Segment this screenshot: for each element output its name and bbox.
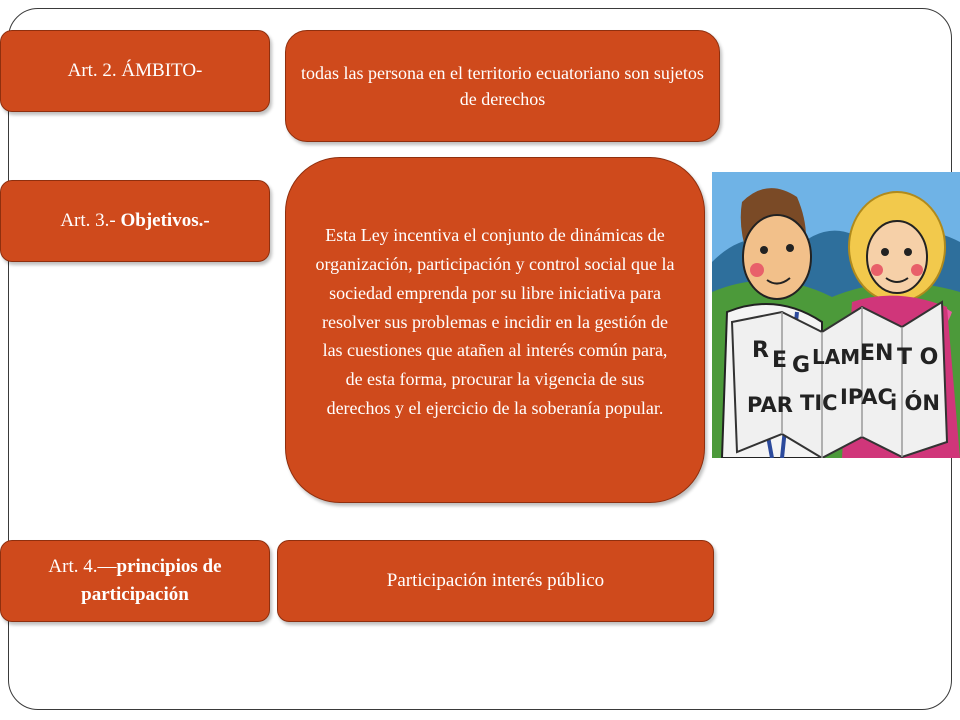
svg-text:G: G: [792, 353, 811, 378]
article-3-description: [285, 157, 705, 503]
article-2-description-text: todas las persona en el territorio ecuatoriano son sujetos de derechos: [301, 62, 704, 109]
reglamento-illustration-image: [712, 172, 960, 458]
svg-text:R: R: [752, 338, 769, 363]
reglamento-illustration: [712, 172, 960, 458]
article-2-label-text: Art. 2. ÁMBITO-: [67, 60, 203, 82]
svg-text:TIC: TIC: [800, 391, 838, 415]
svg-text:E: E: [772, 348, 788, 373]
article-3-label: [0, 180, 270, 262]
svg-text:i ÓN: i ÓN: [890, 391, 940, 415]
article-4-label-bold: principios de participación: [81, 556, 222, 605]
svg-text:EN: EN: [860, 341, 894, 366]
article-2-description: [285, 30, 720, 142]
article-4-label-content: [15, 553, 255, 608]
article-3-description-text: Esta Ley incentiva el conjunto de dinámicas de organización, participación y control social que la sociedad emprenda por su libre iniciativa para resolver sus problemas e incidir en la gestión de las cuestiones que atañen al interés común para, de esta forma, procurar la vigencia de sus derechos y el ejercicio de la soberanía popular.: [315, 225, 675, 418]
article-4-description: [277, 540, 714, 622]
svg-text:LAM: LAM: [812, 345, 861, 369]
article-3-label-prefix: Art. 3.-: [60, 210, 121, 232]
article-3-label-bold: Objetivos.-: [120, 210, 210, 232]
article-4-label-prefix: Art. 4.—: [48, 556, 117, 578]
article-4-label: [0, 540, 270, 622]
article-4-description-text: Participación interés público: [386, 570, 605, 592]
article-2-label: [0, 30, 270, 112]
article-3-label-content: [60, 207, 209, 235]
svg-text:PAR: PAR: [747, 393, 793, 417]
svg-text:IPAC: IPAC: [840, 385, 893, 409]
svg-text:T O: T O: [897, 345, 939, 370]
